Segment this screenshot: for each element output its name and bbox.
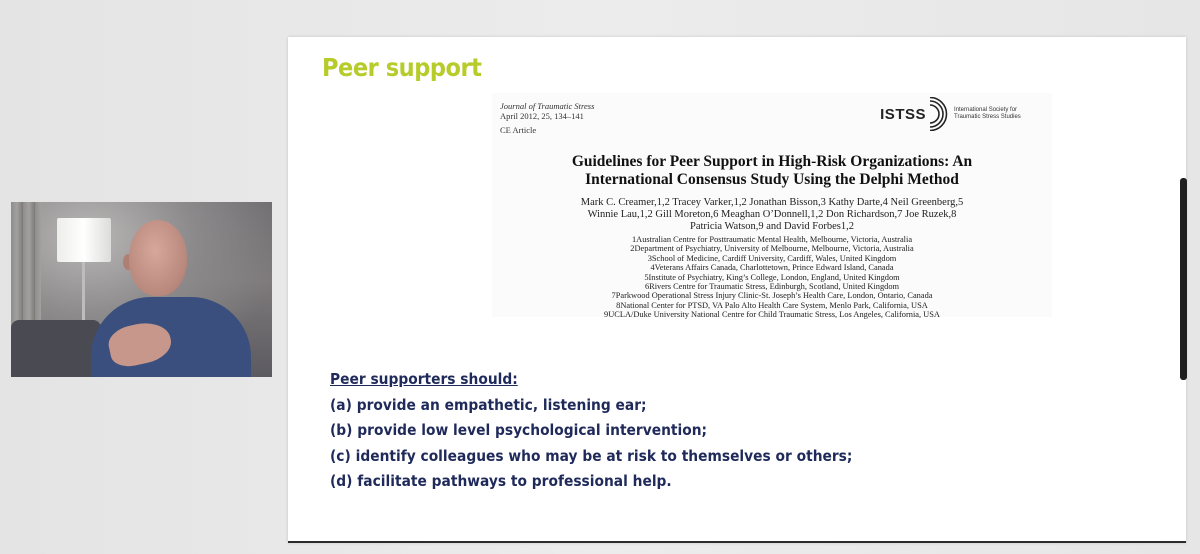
affiliation: 3School of Medicine, Cardiff University, Cardiff, Wales, United Kingdom [647, 253, 897, 263]
affiliation: 5Institute of Psychiatry, King’s College, London, England, United Kingdom [644, 272, 900, 282]
point-item: (b) provide low level psychological intervention; [330, 421, 708, 439]
journal-info [500, 101, 594, 135]
affiliation: 7Parkwood Operational Stress Injury Clinic-St. Joseph’s Health Care, London, Ontario, Canada [611, 291, 933, 301]
istss-logo [880, 97, 1034, 131]
affiliation: 4Veterans Affairs Canada, Charlottetown, Prince Edward Island, Canada [650, 263, 894, 273]
logo-abbrev: ISTSS [880, 105, 926, 123]
point-item: (d) facilitate pathways to professional help. [330, 472, 672, 490]
point-item: (a) provide an empathetic, listening ear; [330, 395, 647, 414]
vertical-scrollbar[interactable] [1180, 178, 1187, 380]
article-type: CE Article [500, 125, 537, 135]
affiliation: 6Rivers Centre for Traumatic Stress, Edinburgh, Scotland, United Kingdom [644, 282, 900, 292]
presentation-slide [288, 37, 1186, 543]
slide-title: Peer support [322, 53, 482, 82]
article-authors [532, 197, 1012, 233]
slide-bottom-edge [288, 541, 1186, 543]
speaker-head [129, 220, 187, 296]
affiliation: 9UCLA/Duke University National Centre for Child Traumatic Stress, Los Angeles, California, USA [604, 310, 940, 320]
authors-line: Patricia Watson,9 and David Forbes1,2 [689, 221, 855, 232]
journal-issue: April 2012, 25, 134–141 [500, 111, 584, 121]
video-chair [11, 320, 101, 377]
affiliation: 1Australian Centre for Posttraumatic Mental Health, Melbourne, Victoria, Australia [631, 235, 913, 244]
video-lamp [57, 218, 111, 262]
concentric-arcs-icon [928, 97, 950, 131]
affiliation: 8National Center for PTSD, VA Palo Alto Health Care System, Menlo Park, California, USA [616, 300, 928, 310]
article-affiliations [532, 235, 1012, 320]
article-title-line: Guidelines for Peer Support in High-Risk Organizations: An [571, 153, 973, 170]
peer-supporter-points [330, 367, 852, 495]
point-item: (c) identify colleagues who may be at risk to themselves or others; [330, 446, 853, 465]
points-heading: Peer supporters should: [330, 370, 518, 388]
authors-line: Mark C. Creamer,1,2 Tracey Varker,1,2 Jonathan Bisson,3 Kathy Darte,4 Neil Greenberg,5 [580, 197, 964, 208]
logo-name: International Society for Traumatic Stress Studies [954, 107, 1021, 120]
speaker-video-tile[interactable] [11, 202, 272, 377]
article-title-line: International Consensus Study Using the Delphi Method [585, 171, 959, 188]
article-title [492, 153, 1052, 189]
journal-name: Journal of Traumatic Stress [500, 101, 595, 111]
article-header-image [492, 93, 1052, 320]
authors-line: Winnie Lau,1,2 Gill Moreton,6 Meaghan O’Donnell,1,2 Don Richardson,7 Joe Ruzek,8 [587, 209, 957, 220]
affiliation: 2Department of Psychiatry, University of Melbourne, Melbourne, Victoria, Australia [630, 244, 914, 254]
